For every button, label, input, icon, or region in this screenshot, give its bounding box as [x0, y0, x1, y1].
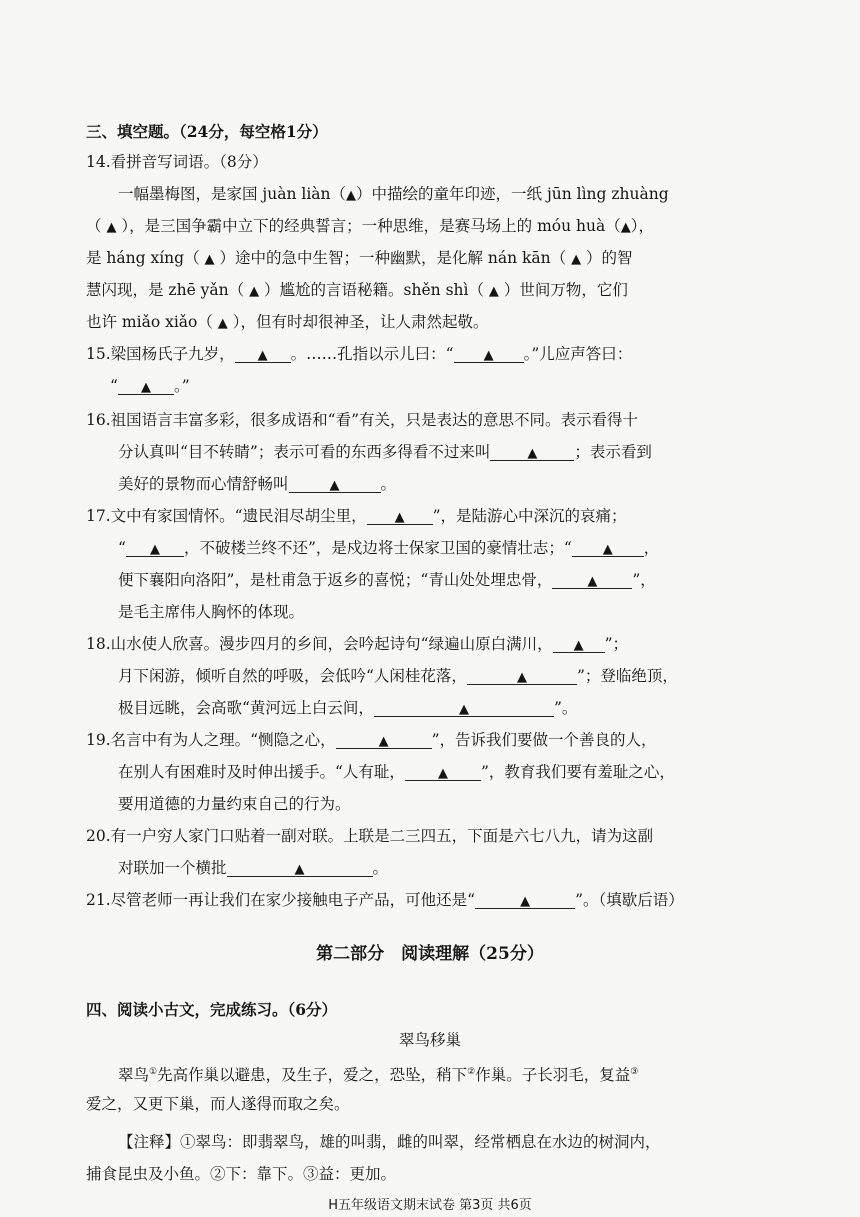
- question-text: 要用道德的力量约束自己的行为。: [118, 795, 351, 813]
- blank-marker: ▲: [249, 284, 260, 299]
- question-text: 便下襄阳向洛阳”，是杜甫急于返乡的喜悦；“青山处处埋忠骨， ▲ ”，: [118, 571, 656, 589]
- answer-blank[interactable]: [118, 376, 174, 395]
- blank-marker: ▲: [257, 348, 268, 363]
- question-text: 是毛主席伟人胸怀的体现。: [118, 603, 305, 621]
- answer-blank[interactable]: [235, 344, 291, 363]
- blank-marker: ▲: [587, 574, 598, 589]
- passage-text: 翠鸟①先高作巢以避患，及生子，爱之，恐坠，稍下②作巢。子长羽毛，复益③: [118, 1066, 639, 1085]
- answer-blank[interactable]: [490, 442, 574, 461]
- question-text: 对联加一个横批 ▲ 。: [118, 859, 389, 877]
- question-text: 15.梁国杨氏子九岁， ▲ 。……孔指以示儿曰：“ ▲ 。”儿应声答曰：: [86, 345, 633, 363]
- annotation-text: 捕食昆虫及小鱼。②下：靠下。③益：更加。: [86, 1165, 397, 1183]
- blank-marker: ▲: [346, 188, 357, 203]
- question-text: 在别人有困难时及时伸出援手。“人有耻， ▲ ”，教育我们要有羞耻之心，: [118, 763, 675, 781]
- blank-marker: ▲: [329, 478, 340, 493]
- part-heading: 第二部分 阅读理解（25分）: [316, 944, 544, 964]
- question-text: 月下闲游，倾听自然的呼吸，会低吟“人闲桂花落， ▲ ”；登临绝顶，: [118, 667, 678, 685]
- question-text: 也许 miǎo xiǎo（ ▲ ），但有时却很神圣，让人肃然起敬。: [86, 313, 489, 331]
- answer-blank[interactable]: [227, 858, 373, 877]
- blank-marker: ▲: [602, 542, 613, 557]
- blank-marker: ▲: [571, 252, 582, 267]
- blank-marker: ▲: [204, 252, 215, 267]
- blank-marker: ▲: [488, 284, 499, 299]
- blank-marker: ▲: [458, 702, 469, 717]
- blank-marker: ▲: [520, 894, 531, 909]
- question-text: 17.文中有家国情怀。“遗民泪尽胡尘里， ▲ ”，是陆游心中深沉的哀痛；: [86, 507, 627, 525]
- blank-marker: ▲: [394, 510, 405, 525]
- passage-title: 翠鸟移巢: [398, 1031, 461, 1049]
- question-text: 18.山水使人欣喜。漫步四月的乡间，会吟起诗句“绿遍山原白满川， ▲ ”；: [86, 635, 629, 653]
- blank-marker: ▲: [527, 446, 538, 461]
- section-heading: 四、阅读小古文，完成练习。（6分）: [86, 1000, 338, 1019]
- question-title: 14.看拼音写词语。（8分）: [86, 153, 268, 171]
- blank-marker: ▲: [294, 862, 305, 877]
- question-text: “ ▲ ，不破楼兰终不还”，是戍边将士保家卫国的豪情壮志；“ ▲ ，: [118, 539, 660, 557]
- blank-marker: ▲: [217, 316, 228, 331]
- page-footer: H五年级语文期末试卷 第3页 共6页: [328, 1198, 532, 1213]
- question-text: 20.有一户穷人家门口贴着一副对联。上联是二三四五，下面是六七八九，请为这副: [86, 827, 654, 845]
- answer-blank[interactable]: [405, 762, 481, 781]
- question-text: “ ▲ 。”: [110, 377, 190, 395]
- question-text: 21.尽管老师一再让我们在家少接触电子产品，可他还是“ ▲ ”。（填歇后语）: [86, 891, 684, 909]
- answer-blank[interactable]: [367, 506, 433, 525]
- question-text: （ ▲ ），是三国争霸中立下的经典誓言；一种思维，是赛马场上的 móu huà（▲），: [86, 217, 654, 235]
- blank-marker: ▲: [378, 734, 389, 749]
- answer-blank[interactable]: [336, 730, 432, 749]
- blank-marker: ▲: [516, 670, 527, 685]
- answer-blank[interactable]: [467, 666, 577, 685]
- answer-blank[interactable]: [553, 634, 605, 653]
- blank-marker: ▲: [437, 766, 448, 781]
- answer-blank[interactable]: [289, 474, 381, 493]
- question-text: 分认真叫“目不转睛”；表示可看的东西多得看不过来叫 ▲ ；表示看到: [118, 443, 652, 461]
- blank-marker: ▲: [149, 542, 160, 557]
- passage-text: 爱之，又更下巢，而人遂得而取之矣。: [86, 1095, 350, 1113]
- blank-marker: ▲: [106, 220, 117, 235]
- answer-blank[interactable]: [475, 890, 575, 909]
- question-text: 19.名言中有为人之理。“恻隐之心， ▲ ”，告诉我们要做一个善良的人，: [86, 731, 657, 749]
- answer-blank[interactable]: [552, 570, 632, 589]
- blank-marker: ▲: [140, 380, 151, 395]
- annotation-text: 【注释】①翠鸟：即翡翠鸟，雄的叫翡，雌的叫翠，经常栖息在水边的树洞内，: [118, 1133, 661, 1151]
- blank-marker: ▲: [620, 220, 631, 235]
- answer-blank[interactable]: [454, 344, 524, 363]
- question-text: 是 háng xíng（ ▲ ）途中的急中生智；一种幽默，是化解 nán kān（ ▲ ）的智: [86, 249, 633, 267]
- question-text: 16.祖国语言丰富多彩，很多成语和“看”有关，只是表达的意思不同。表示看得十: [86, 411, 639, 429]
- question-text: 慧闪现，是 zhē yǎn（ ▲ ）尴尬的言语秘籍。shěn shì（ ▲ ）世间万物，它们: [86, 281, 628, 299]
- blank-marker: ▲: [483, 348, 494, 363]
- question-text: 美好的景物而心情舒畅叫 ▲ 。: [118, 475, 397, 493]
- section-heading: 三、填空题。（24分，每空格1分）: [86, 122, 328, 141]
- answer-blank[interactable]: [374, 698, 554, 717]
- question-text: 一幅墨梅图，是家国 juàn liàn（▲）中描绘的童年印迹，一纸 jūn lìng zhuàng: [118, 185, 669, 203]
- answer-blank[interactable]: [126, 538, 184, 557]
- question-text: 极目远眺，会高歌“黄河远上白云间， ▲ ”。: [118, 699, 578, 717]
- blank-marker: ▲: [573, 638, 584, 653]
- answer-blank[interactable]: [572, 538, 644, 557]
